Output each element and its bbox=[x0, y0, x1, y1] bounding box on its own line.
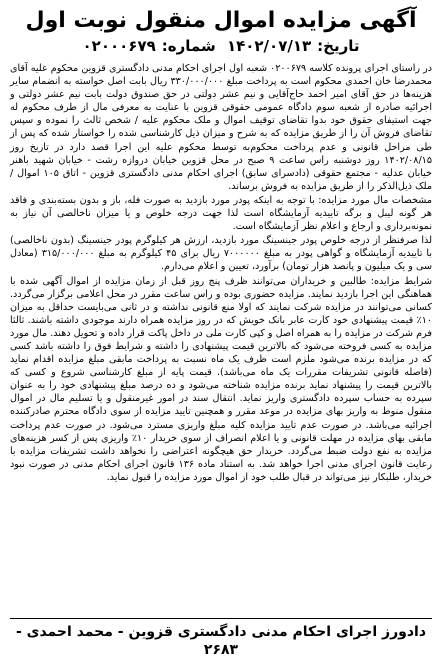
notice-signature: دادورز اجرای احکام مدنی دادگستری قزوین - محمد احمدی - ۲۶۸۳ bbox=[10, 618, 432, 659]
paragraph-conditions: شرایط مزایده: طالبین و خریداران می‌توانند ظرف پنج روز قبل از زمان مزایده از اموال آگهی شده با هماهنگی این اجرا بازدید نمایند. مزایده حضوری بوده و راس ساعت مقرر در محل اعلامی برگزار می‌گردد. کسانی می‌توانند در مزایده شرکت نمایند که اولا منع قانونی نداشته و در ثانی می‌بایست حداقل به میزان ۱۰٪ قیمت پیشنهادی خود کارت عابر بانک خویش که در روز مزایده همراه دارند موجودی داشته باشند. ثالثا فرم شرکت در مزایده را به همراه اصل و کپی کارت ملی در داخل پاکت قرار داده و تحویل دهند. مال مورد مزایده به کسی فروخته می‌شود که بالاترین قیمت پیشنهادی را داشته و شرایط فوق را داشته باشد کسی که در مزایده برنده می‌شود ملزم است ظرف یک ماه نسبت به پرداخت مابقی مبلغ مزایده اقدام نماید (فاصله قانونی تشریفات مقررات یک ماه می‌باشد). قیمت پایه از مبلغ کارشناسی شروع و کسی که بالاترین قیمت را پیشنهاد نماید برنده مزایده شناخته می‌شود و ده درصد مبلغ پیشنهادی خود را به عنوان سپرده به حساب سپرده دادگستری واریز نماید. انتقال سند در امور غیرمنقول و یا تسلیم مال در اموال منقول منوط به واریز بهای مزایده در موعد مقرر و همچنین تایید مزایده از سوی دادگاه محترم صادرکننده اجرائیه می‌باشد. در صورت عدم تایید مزایده کلیه مبلغ واریزی مسترد می‌شود. در صورت عدم پرداخت مابقی بهای مزایده در مهلت قانونی و یا اعلام انصراف از سوی خریدار ۱۰٪ واریزی پس از کسر هزینه‌های مزایده به نفع دولت ضبط می‌گردد. خریدار حق هیچگونه اعتراضی را نخواهد داشت تشریفات مزایده با رعایت قانون اجرای مدنی اجرا خواهد شد. به استناد ماده ۱۳۶ قانون اجرای احکام مدنی در صورت نبود خریدار، طلبکار نیز می‌تواند در قبال طلب خود از اموال مورد مزایده را قبول نماید. bbox=[10, 275, 432, 483]
notice-body bbox=[10, 62, 432, 484]
paragraph-intro: در راستای اجرای پرونده کلاسه ۰۲۰۰۶۷۹ شعبه اول اجرای احکام مدنی دادگستری قزوین محکوم علیه آقای محمدرضا خان احمدی محکوم است به پرداخت مبلغ ۳۳۰/۰۰۰/۰۰۰ ریال بابت اصل خواسته به انضمام سایر هزینه‌ها در حق آقای امیر احمد حاج‌آقایی و نیم عشر دولتی در حق صندوق دولت بابت نیم عشر دولتی و اجرائیه صادره از شعبه سوم دادگاه عمومی حقوقی قزوین با عنایت به معرفی مال از طرف محکوم له جهت استیفای حقوق خود بدوا تقاضای توقیف اموال و ملک محکوم علیه / شخص ثالث را نموده و سپس تقاضای فروش آن را از طریق مزایده که به شرح و میزان ذیل کارشناسی شده را خواستار شده که پس از طی مراحل قانونی و عدم پرداخت محکوم‌به توسط محکوم علیه این اجرا قصد دارد در تاریخ روز ۱۴۰۲/۰۸/۱۵ روز دوشنبه راس ساعت ۹ صبح در محل قزوین خیابان دروازه رشت - خیابان شهید باهنر خیابان عدلیه - مجتمع حقوقی (دادسرای سابق) اجرای احکام مدنی دادگستری قزوین - اتاق ۱۰۵ اموال / ملک ذیل‌الذکر را از طریق مزایده به فروش برساند. bbox=[10, 63, 432, 192]
paragraph-item-specs: مشخصات مال مورد مزایده: با توجه به اینکه پودر مورد بازدید به صورت فله، باز و بدون بسته‌بندی و فاقد هر گونه لیبل و برگه تاییدیه آزمایشگاه است لذا جهت درجه خلوص و یا میزان ناخالصی آن نیاز به نمونه‌برداری و ارجاع و اعلام نظر آزمایشگاه است. bbox=[10, 194, 432, 233]
number-label: شماره: bbox=[161, 37, 216, 55]
date-label: تاریخ: bbox=[317, 37, 360, 55]
date-value: ۱۴۰۲/۰۷/۱۳ bbox=[226, 37, 312, 55]
number-value: ۰۲۰۰۰۶۷۹ bbox=[82, 37, 156, 55]
notice-title: آگهی مزایده اموال منقول نوبت اول bbox=[25, 8, 417, 33]
paragraph-valuation: لذا صرفنظر از درجه خلوص پودر جینسینگ مورد بازدید، ارزش هر کیلوگرم پودر جینسینگ (بدون ناخالصی) با تاییدیه آزمایشگاه و گواهی پودر به مبلغ ۷۰۰۰۰۰۰ ریال برای ۴۵ کیلوگرم به مبلغ ۳۱۵/۰۰۰/۰۰۰ (معادل سی و یک میلیون و پانصد هزار تومان) برآورد، تعیین و اعلام می‌دارم. bbox=[10, 235, 433, 273]
notice-date-number bbox=[10, 36, 432, 56]
